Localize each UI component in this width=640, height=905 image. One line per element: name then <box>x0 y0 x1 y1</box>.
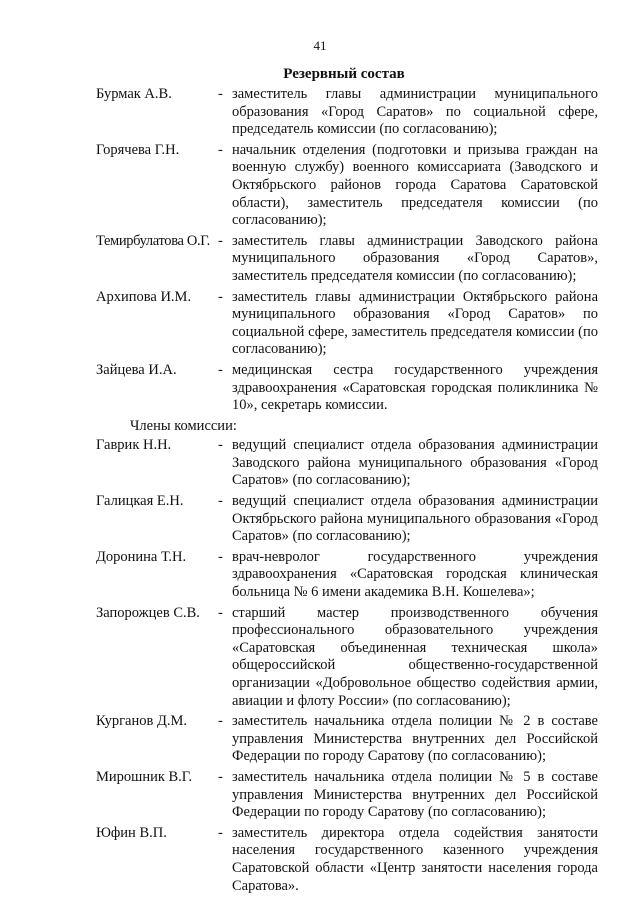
member-name: Темирбулатова О.Г. <box>96 232 210 249</box>
member-position: медицинская сестра государственного учреждения здравоохранения «Саратовская городская поликлиника № 10», секретарь комиссии. <box>232 361 598 414</box>
list-item <box>96 493 598 546</box>
member-position: ведущий специалист отдела образования администрации Заводского района муниципального образования «Город Саратов» (по согласованию); <box>232 437 598 489</box>
dash-separator: - <box>218 232 223 249</box>
dash-separator: - <box>218 437 223 454</box>
dash-separator: - <box>218 824 223 841</box>
section-title: Резервный состав <box>283 66 405 82</box>
dash-separator: - <box>218 548 223 565</box>
member-name: Зайцева И.А. <box>96 361 177 378</box>
member-name: Запорожцев С.В. <box>96 604 200 621</box>
list-item <box>96 549 598 602</box>
member-name: Гаврик Н.Н. <box>96 437 172 454</box>
page-number: 41 <box>313 38 327 53</box>
member-position: заместитель начальника отдела полиции № 2 в составе управления Министерства внутренних дел Российской Федерации по городу Саратову (по согласованию); <box>232 713 598 765</box>
dash-separator: - <box>218 361 223 378</box>
members-heading: Члены комиссии: <box>130 417 237 434</box>
dash-separator: - <box>218 493 223 510</box>
committee-list <box>96 86 598 898</box>
member-position: врач-невролог государственного учреждения здравоохранения «Саратовская городская клиническая больница № 6 имени академика В.Н. Кошелева»; <box>232 548 598 601</box>
list-item <box>96 437 598 490</box>
dash-separator: - <box>218 288 223 305</box>
member-position: заместитель главы администрации Октябрьского района муниципального образования «Город Саратов» по социальной сфере, заместитель председателя комиссии (по согласованию); <box>232 288 598 358</box>
dash-separator: - <box>218 604 223 621</box>
member-name: Горячева Г.Н. <box>96 141 180 158</box>
member-position: заместитель главы администрации Заводского района муниципального образования «Город Саратов», заместитель председателя комиссии (по согласованию); <box>232 232 598 284</box>
member-name: Архипова И.М. <box>96 288 192 305</box>
member-position: заместитель главы администрации муниципального образования «Город Саратов» по социальной сфере, председатель комиссии (по согласованию); <box>232 86 598 138</box>
list-item <box>96 825 598 895</box>
member-name: Бурмак А.В. <box>96 86 172 102</box>
list-item <box>96 233 598 286</box>
list-item <box>96 142 598 230</box>
member-name: Мирошник В.Г. <box>96 768 193 785</box>
member-position: заместитель начальника отдела полиции № 5 в составе управления Министерства внутренних дел Российской Федерации по городу Саратову (по согласованию); <box>232 768 598 821</box>
member-name: Доронина Т.Н. <box>96 548 187 565</box>
dash-separator: - <box>218 86 223 102</box>
member-name: Галицкая Е.Н. <box>96 493 184 510</box>
dash-separator: - <box>218 768 223 785</box>
dash-separator: - <box>218 141 223 158</box>
member-name: Юфин В.П. <box>96 824 167 841</box>
list-item <box>96 289 598 359</box>
member-position: старший мастер производственного обучения профессионального образовательного учреждения «Саратовская объединенная техническая школа» общероссийской общественно-государственной организации «Добровольное общество содействия армии, авиации и флоту России» (по согласованию); <box>232 604 598 709</box>
list-item <box>96 362 598 415</box>
dash-separator: - <box>218 713 223 730</box>
member-position: заместитель директора отдела содействия занятости населения государственного казенного учреждения Саратовской области «Центр занятости населения города Саратова». <box>232 824 598 894</box>
list-item <box>96 605 598 711</box>
list-item <box>96 769 598 822</box>
list-item <box>96 86 598 139</box>
member-position: начальник отделения (подготовки и призыва граждан на военную службу) военного комиссариата (Заводского и Октябрьского районов города Саратова Саратовской области), заместитель председателя комиссии (по согласованию); <box>232 141 598 229</box>
list-item <box>96 713 598 766</box>
member-name: Курганов Д.М. <box>96 713 187 730</box>
member-position: ведущий специалист отдела образования администрации Октябрьского района муниципального образования «Город Саратов» (по согласованию); <box>232 493 598 545</box>
